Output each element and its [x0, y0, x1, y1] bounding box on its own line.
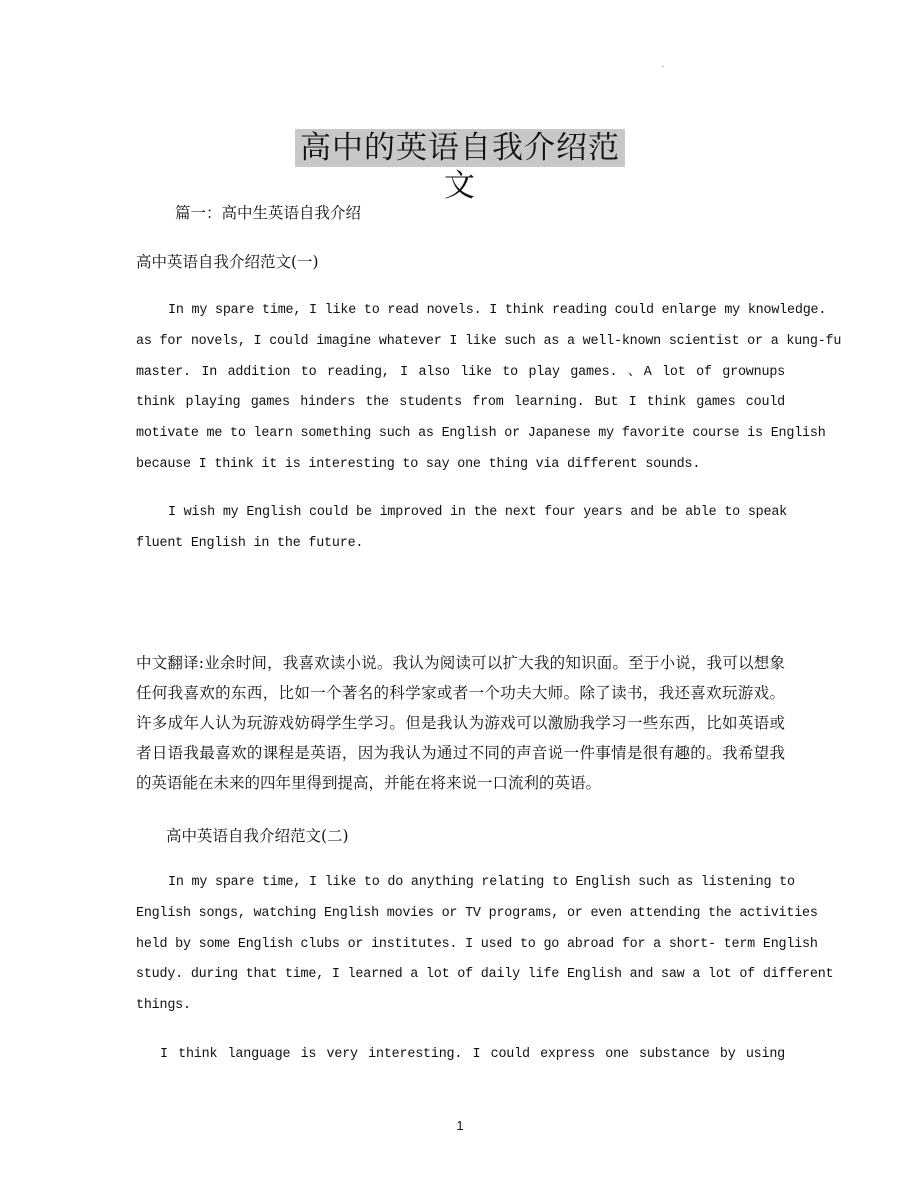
text-line: 中文翻译:业余时间，我喜欢读小说。我认为阅读可以扩大我的知识面。至于小说，我可以想象 [136, 654, 785, 672]
sample2-heading: 高中英语自我介绍范文(二) [166, 827, 349, 845]
text-line: as for novels, I could imagine whatever I like such as a well-known scientist or a kung-fu [136, 334, 842, 349]
text-line: In my spare time, I like to do anything relating to English such as listening to [168, 875, 795, 890]
text-line: master. In addition to reading, I also like to play games. 、A lot of grownups [136, 365, 785, 380]
page-number: 1 [456, 1118, 464, 1133]
text-line: In my spare time, I like to read novels. I think reading could enlarge my knowledge. [168, 303, 827, 318]
section-heading: 篇一：高中生英语自我介绍 [175, 204, 362, 222]
text-line: I wish my English could be improved in the next four years and be able to speak [168, 505, 788, 520]
sample1-heading: 高中英语自我介绍范文(一) [136, 253, 319, 271]
text-line: I think language is very interesting. I could express one substance by using [160, 1047, 785, 1062]
text-line: English songs, watching English movies or TV programs, or even attending the activities [136, 906, 818, 921]
text-line: think playing games hinders the students from learning. But I think games could [136, 395, 785, 410]
stray-mark [662, 66, 664, 67]
text-line: 许多成年人认为玩游戏妨碍学生学习。但是我认为游戏可以激励我学习一些东西，比如英语或 [136, 714, 785, 732]
text-line: 者日语我最喜欢的课程是英语，因为我认为通过不同的声音说一件事情是很有趣的。我希望我 [136, 744, 785, 762]
text-line: because I think it is interesting to say one thing via different sounds. [136, 457, 701, 472]
text-line: motivate me to learn something such as English or Japanese my favorite course is English [136, 426, 826, 441]
document-title: 高中的英语自我介绍范文 [295, 129, 625, 167]
text-line: 的英语能在未来的四年里得到提高，并能在将来说一口流利的英语。 [136, 774, 602, 792]
text-line: things. [136, 998, 191, 1013]
text-line: study. during that time, I learned a lot of daily life English and saw a lot of different [136, 967, 834, 982]
text-line: 任何我喜欢的东西，比如一个著名的科学家或者一个功夫大师。除了读书，我还喜欢玩游戏。 [136, 684, 785, 702]
text-line: fluent English in the future. [136, 536, 364, 551]
text-line: held by some English clubs or institutes. I used to go abroad for a short- term English [136, 937, 818, 952]
